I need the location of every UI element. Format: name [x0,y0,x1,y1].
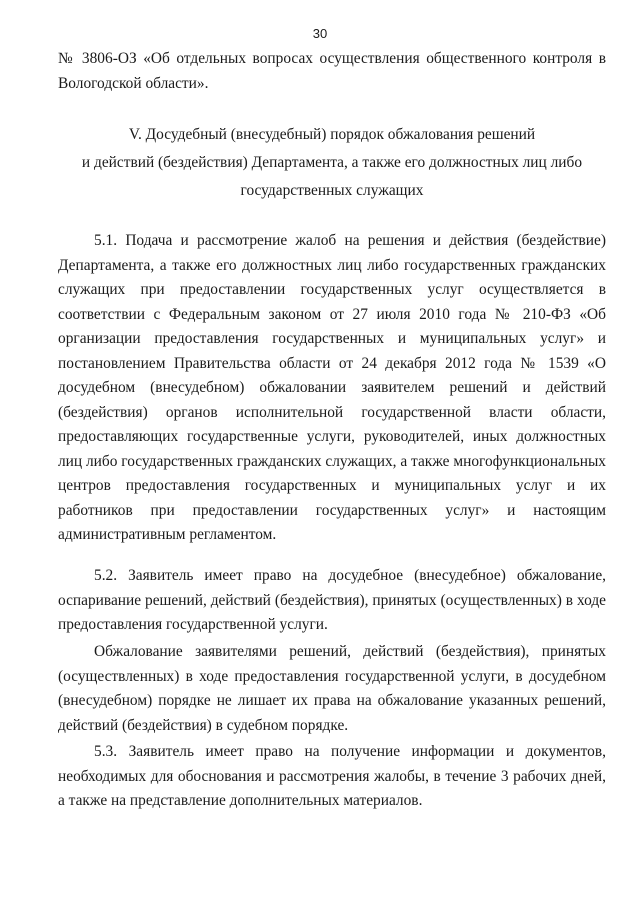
paragraph-5-2-appeal: Обжалование заявителями решений, действий (бездействия), принятых (осуществленных) в ходе предоставления государственной услуги, в досудебном (внесудебном) порядке не лишает их права на обжалование указанных решений, действий (бездействия) в судебном порядке. [58,643,606,734]
paragraph-5-1: 5.1. Подача и рассмотрение жалоб на решения и действия (бездействие) Департамента, а также его должностных лиц либо государственных гражданских служащих при предоставлении государственных услуг осуществляется в соответствии с Федеральным законом от 27 июля 2010 года № 210-ФЗ «Об организации предоставления государственных и муниципальных услуг» и постановлением Правительства области от 24 декабря 2012 года № 1539 «О досудебном (внесудебном) обжаловании заявителем решений и действий (бездействия) органов исполнительной государственной власти области, предоставляющих государственные услуги, руководителей, иных должностных лиц либо государственных гражданских служащих, а также многофункциональных центров предоставления государственных и муниципальных услуг и их работников при предоставлении государственных услуг» и настоящим административным регламентом. [58,232,606,543]
paragraph-5-3: 5.3. Заявитель имеет право на получение информации и документов, необходимых для обоснования и рассмотрения жалобы, в течение 3 рабочих дней, а также на представление дополнительных материалов. [58,743,606,809]
section-heading-line-2: и действий (бездействия) Департамента, а также его должностных лиц либо [81,154,583,171]
section-heading-line-3: государственных служащих [240,182,424,199]
paragraph-5-2: 5.2. Заявитель имеет право на досудебное (внесудебное) обжалование, оспаривание решений, действий (бездействия), принятых (осуществленных) в ходе предоставления государственной услуги. [58,567,606,633]
section-heading [58,121,606,205]
page-number: 30 [312,26,328,41]
intro-paragraph: № 3806-ОЗ «Об отдельных вопросах осуществления общественного контроля в Вологодской области». [58,50,606,92]
section-heading-line-1: V. Досудебный (внесудебный) порядок обжалования решений [128,126,536,143]
